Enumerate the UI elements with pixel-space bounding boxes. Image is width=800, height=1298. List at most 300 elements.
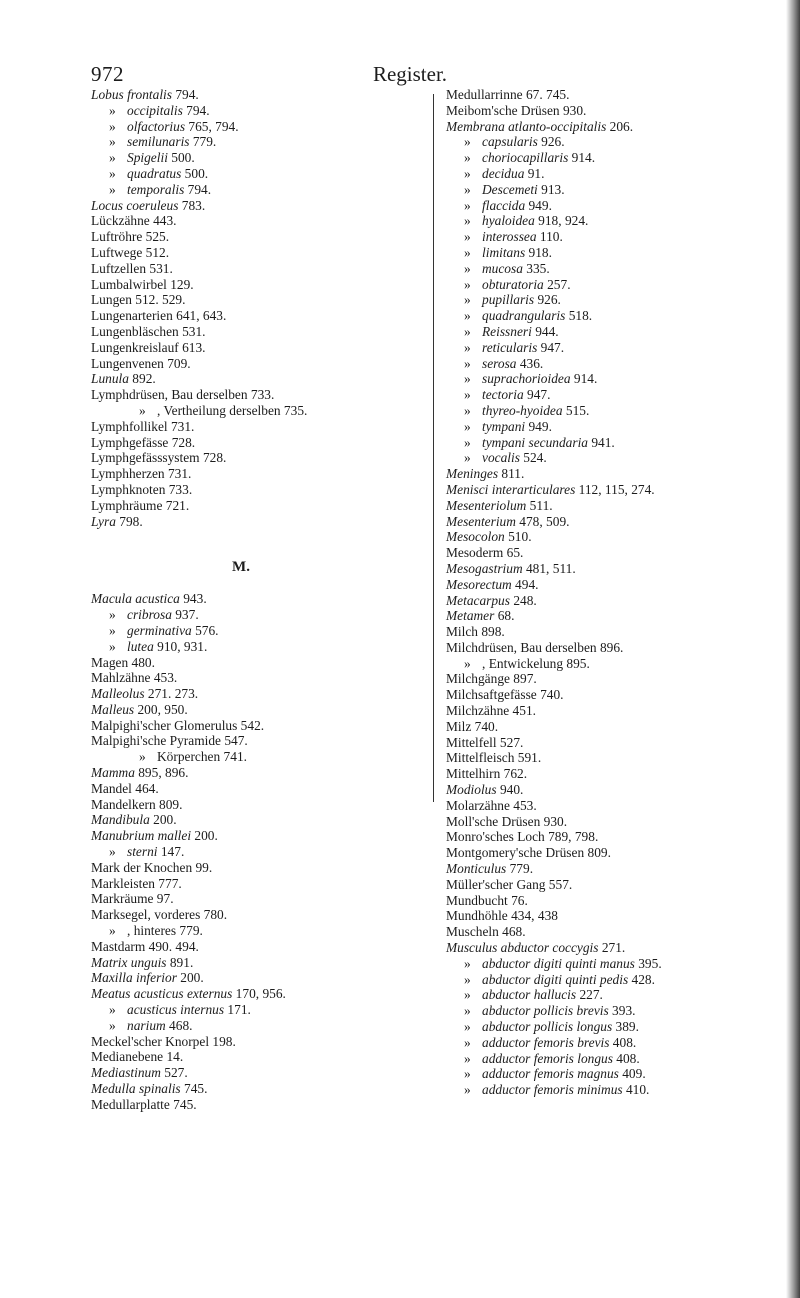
index-column-left [91,87,421,1113]
index-entry [446,324,776,340]
entry-term: abductor pollicis brevis [482,1003,609,1019]
entry-term: Modiolus [446,782,497,798]
entry-term: Manubrium mallei [91,828,192,844]
entry-text: 913. [537,181,565,197]
entry-term: semilunaris [127,134,190,150]
index-entry [91,655,421,671]
entry-text: 779. [189,134,217,150]
entry-term: Menisci interarticulares [446,481,576,497]
index-entry [91,419,421,435]
index-entry [446,624,776,640]
page-number: 972 [91,62,124,86]
ditto-mark: » [464,434,471,450]
entry-text: Marksegel, vorderes 780. [91,907,228,923]
entry-term: Mediastinum [91,1065,161,1081]
entry-text: 943. [179,591,207,607]
entry-term: pupillaris [482,292,535,308]
entry-text: Lymphräume 721. [91,497,190,513]
ditto-mark: » [464,1050,471,1066]
entry-text: 200, 950. [134,701,188,717]
entry-text: 478, 509. [515,513,570,529]
index-entry [446,782,776,798]
entry-term: Meatus acusticus externus [91,986,233,1002]
index-entry [91,797,421,813]
index-entry [446,435,776,451]
ditto-mark: » [464,387,471,403]
entry-text: 745. [180,1081,208,1097]
index-entry [446,182,776,198]
entry-text: 494. [511,576,539,592]
entry-text: 110. [536,229,563,245]
index-entry [446,908,776,924]
entry-term: choriocapillaris [482,150,569,166]
entry-text: 335. [522,260,550,276]
ditto-mark: » [464,244,471,260]
ditto-mark: » [109,923,116,939]
entry-text: Müller'scher Gang 557. [446,876,573,892]
entry-text: Molarzähne 453. [446,797,537,813]
entry-text: 389. [612,1019,639,1035]
ditto-mark: » [464,292,471,308]
ditto-mark: » [464,197,471,213]
entry-text: 949. [525,418,552,434]
index-entry [446,845,776,861]
index-entry [446,829,776,845]
entry-term: adductor femoris magnus [482,1066,619,1082]
ditto-mark: » [109,1002,116,1018]
index-entry [91,970,421,986]
index-entry [446,150,776,166]
index-entry [91,119,421,135]
index-entry [91,229,421,245]
entry-text: 395. [634,955,662,971]
page-edge-shadow [786,0,800,1298]
index-entry [91,828,421,844]
index-entry [446,198,776,214]
index-entry [91,103,421,119]
entry-term: Lobus frontalis [91,87,172,102]
ditto-mark: » [109,844,116,860]
entry-term: abductor digiti quinti pedis [482,971,629,987]
index-entry [446,719,776,735]
ditto-mark: » [109,102,116,118]
entry-text: 918, 924. [534,213,589,229]
ditto-mark: » [464,323,471,339]
index-entry [446,1019,776,1035]
index-entry [91,623,421,639]
index-entry [446,119,776,135]
index-entry [446,687,776,703]
index-entry [446,735,776,751]
entry-text: Mandel 464. [91,780,159,796]
entry-text: 91. [524,165,545,181]
index-entry [446,498,776,514]
index-entry [91,1018,421,1034]
section-letter: M. [232,559,250,576]
entry-term: abductor pollicis longus [482,1019,613,1035]
entry-term: tympani [482,418,526,434]
index-entry [446,1035,776,1051]
ditto-mark: » [109,165,116,181]
index-entry [446,134,776,150]
ditto-mark: » [464,371,471,387]
index-entry [446,1082,776,1098]
entry-term: Mesocolon [446,529,505,545]
entry-term: Locus coeruleus [91,197,179,213]
entry-text: 68. [494,608,515,624]
entry-text: 794. [182,102,210,118]
ditto-mark: » [464,1034,471,1050]
ditto-mark: » [464,955,471,971]
index-entry [91,292,421,308]
index-entry [446,466,776,482]
index-entry [91,733,421,749]
index-entry [446,1051,776,1067]
entry-text: 926. [534,292,561,308]
entry-text: Mahlzähne 453. [91,670,178,686]
index-entry [446,561,776,577]
entry-text: 468. [165,1017,193,1033]
entry-term: occipitalis [127,102,183,118]
entry-text: 892. [128,371,156,387]
entry-term: adductor femoris brevis [482,1034,610,1050]
index-entry [446,1003,776,1019]
entry-text: Milz 740. [446,718,499,734]
index-entry [446,814,776,830]
index-entry [446,87,776,103]
entry-text: 940. [496,782,524,798]
entry-text: 947. [523,387,551,403]
ditto-mark: » [464,450,471,466]
index-entry [91,1065,421,1081]
entry-text: 527. [160,1065,188,1081]
index-entry [91,198,421,214]
entry-text: 515. [562,402,590,418]
entry-text: 170, 956. [232,986,286,1002]
entry-term: decidua [482,165,525,181]
entry-text: 147. [157,844,185,860]
entry-text: 914. [570,371,598,387]
entry-term: Mesenterium [446,513,516,529]
index-entry [446,1066,776,1082]
entry-text: Mandelkern 809. [91,796,183,812]
index-entry [446,545,776,561]
entry-term: Monticulus [446,861,507,877]
index-entry [91,371,421,387]
index-entry [91,435,421,451]
entry-text: 914. [568,150,596,166]
entry-text: Mundhöhle 434, 438 [446,908,558,924]
entry-text: Milchgänge 897. [446,671,537,687]
entry-text: Lungenarterien 641, 643. [91,308,227,324]
entry-text: 518. [565,308,593,324]
entry-text: 891. [166,954,194,970]
index-column-right [446,87,776,1098]
entry-text: 576. [191,622,219,638]
entry-text: 257. [543,276,571,292]
index-entry [91,907,421,923]
index-entry [91,1002,421,1018]
entry-term: tectoria [482,387,524,403]
index-entry [446,640,776,656]
index-entry [446,593,776,609]
index-entry [446,798,776,814]
entry-text: Lymphgefässsystem 728. [91,450,227,466]
entry-text: Markleisten 777. [91,875,182,891]
entry-text: Montgomery'sche Drüsen 809. [446,845,611,861]
index-entry [91,607,421,623]
entry-text: 949. [525,197,552,213]
index-entry [91,356,421,372]
entry-text: 895, 896. [134,765,189,781]
index-entry [91,876,421,892]
index-entry [91,150,421,166]
entry-text: 765, 794. [185,118,239,134]
entry-term: vocalis [482,450,520,466]
index-entry [446,403,776,419]
index-entry [91,1097,421,1113]
ditto-mark: » [109,181,116,197]
ditto-mark: » [464,402,471,418]
entry-text: Lungen 512. 529. [91,292,186,308]
index-entry [446,766,776,782]
entry-term: mucosa [482,260,523,276]
index-entry [446,956,776,972]
entry-text: 393. [608,1003,636,1019]
entry-term: limitans [482,244,526,260]
entry-term: adductor femoris longus [482,1050,613,1066]
index-entry [446,924,776,940]
ditto-mark: » [464,1003,471,1019]
entry-text: 947. [537,339,565,355]
index-entry [446,292,776,308]
entry-term: Metacarpus [446,592,510,608]
entry-text: Lymphherzen 731. [91,466,192,482]
entry-text: 408. [612,1050,640,1066]
index-entry [446,229,776,245]
entry-text: Mundbucht 76. [446,892,528,908]
entry-term: Matrix unguis [91,954,167,970]
entry-text: 271. 273. [144,686,199,702]
ditto-mark: » [464,276,471,292]
entry-term: suprachorioidea [482,371,571,387]
entry-text: Mittelfell 527. [446,734,524,750]
index-entry [91,261,421,277]
index-entry [91,182,421,198]
entry-term: Reissneri [482,323,532,339]
entry-term: narium [127,1017,166,1033]
entry-text: 779. [506,861,534,877]
entry-text: Lymphdrüsen, Bau derselben 733. [91,387,275,403]
entry-text: 481, 511. [522,560,576,576]
entry-term: Lyra [91,513,116,529]
entry-text: 410. [622,1082,650,1098]
index-entry [91,514,421,530]
entry-term: Mesogastrium [446,560,523,576]
ditto-mark: » [464,418,471,434]
entry-term: Meninges [446,466,499,482]
index-entry [446,703,776,719]
index-entry [446,482,776,498]
entry-text: 206. [606,118,634,134]
entry-term: Medulla spinalis [91,1081,181,1097]
entry-term: Descemeti [482,181,538,197]
entry-text: Lungenbläschen 531. [91,323,206,339]
entry-text: 794. [184,181,212,197]
index-entry [446,277,776,293]
entry-term: hyaloidea [482,213,535,229]
column-divider [433,94,434,802]
entry-term: Mesorectum [446,576,512,592]
entry-text: Mittelfleisch 591. [446,750,542,766]
entry-text: Luftzellen 531. [91,260,173,276]
index-entry [446,529,776,545]
index-entry [91,324,421,340]
entry-text: 500. [167,150,195,166]
index-entry [446,387,776,403]
index-entry [91,340,421,356]
entry-text: Medullarplatte 745. [91,1096,197,1112]
ditto-mark: » [464,971,471,987]
index-entry [446,877,776,893]
index-entry [446,245,776,261]
index-entry [91,812,421,828]
entry-term: Maxilla inferior [91,970,177,986]
ditto-mark: » [109,150,116,166]
entry-term: thyreo-hyoidea [482,402,563,418]
ditto-mark: » [109,622,116,638]
entry-text: 271. [598,940,626,956]
entry-text: , Entwickelung 895. [482,655,590,671]
index-entry [446,356,776,372]
index-entry [446,987,776,1003]
index-entry [91,749,421,765]
index-entry [446,671,776,687]
entry-text: Meckel'scher Knorpel 198. [91,1033,236,1049]
entry-text: Körperchen 741. [157,749,247,765]
ditto-mark: » [464,655,471,671]
entry-text: 811. [498,466,525,482]
index-entry [446,608,776,624]
index-entry [91,134,421,150]
entry-text: Luftwege 512. [91,244,170,260]
entry-term: abductor digiti quinti manus [482,955,635,971]
index-entry [91,277,421,293]
entry-term: Musculus abductor coccygis [446,940,599,956]
index-entry [446,340,776,356]
index-entry [91,1081,421,1097]
entry-text: Medullarrinne 67. 745. [446,87,570,102]
entry-text: Monro'sches Loch 789, 798. [446,829,599,845]
index-entry [91,403,421,419]
entry-text: 926. [537,134,565,150]
running-title: Register. [372,62,448,86]
entry-text: 112, 115, 274. [575,481,655,497]
entry-text: 428. [628,971,655,987]
entry-text: 200. [176,970,204,986]
ditto-mark: » [109,638,116,654]
index-entry [446,213,776,229]
entry-term: Macula acustica [91,591,180,607]
entry-text: Lumbalwirbel 129. [91,276,194,292]
entry-text: 408. [609,1034,637,1050]
ditto-mark: » [109,1017,116,1033]
entry-text: 248. [509,592,537,608]
entry-text: Lückzähne 443. [91,213,177,229]
entry-term: temporalis [127,181,185,197]
entry-text: Lymphfollikel 731. [91,418,195,434]
index-entry [446,940,776,956]
entry-term: reticularis [482,339,538,355]
entry-term: lutea [127,638,154,654]
entry-text: Luftröhre 525. [91,229,170,245]
index-entry [446,514,776,530]
ditto-mark: » [464,181,471,197]
index-entry [91,891,421,907]
entry-term: Malleolus [91,686,145,702]
index-entry [91,1049,421,1065]
entry-text: Medianebene 14. [91,1049,184,1065]
index-entry [91,387,421,403]
entry-term: capsularis [482,134,538,150]
index-entry [91,213,421,229]
entry-term: obturatoria [482,276,544,292]
index-entry [91,986,421,1002]
index-entry [91,166,421,182]
entry-term: Mamma [91,765,135,781]
entry-text: Markräume 97. [91,891,174,907]
entry-term: olfactorius [127,118,186,134]
ditto-mark: » [464,165,471,181]
entry-text: 500. [181,165,209,181]
index-entry [446,972,776,988]
entry-text: Lymphknoten 733. [91,481,193,497]
entry-text: Mark der Knochen 99. [91,859,213,875]
entry-text: , Vertheilung derselben 735. [157,402,308,418]
index-entry [91,955,421,971]
ditto-mark: » [139,749,146,765]
index-entry [446,577,776,593]
ditto-mark: » [464,260,471,276]
index-entry [91,245,421,261]
entry-text: Lymphgefässe 728. [91,434,196,450]
ditto-mark: » [464,987,471,1003]
entry-text: 171. [224,1002,251,1018]
entry-text: 918. [525,244,552,260]
index-entry [446,308,776,324]
index-entry [446,656,776,672]
entry-text: 794. [171,87,199,102]
entry-text: 510. [504,529,532,545]
entry-term: Mandibula [91,812,150,828]
entry-text: Moll'sche Drüsen 930. [446,813,568,829]
index-entry [446,371,776,387]
ditto-mark: » [109,134,116,150]
index-entry [446,103,776,119]
ditto-mark: » [464,339,471,355]
entry-term: quadrangularis [482,308,566,324]
entry-term: flaccida [482,197,526,213]
ditto-mark: » [109,607,116,623]
ditto-mark: » [464,213,471,229]
entry-text: Milchsaftgefässe 740. [446,687,564,703]
ditto-mark: » [464,308,471,324]
ditto-mark: » [464,229,471,245]
entry-text: Malpighi'scher Glomerulus 542. [91,717,265,733]
index-entry [446,261,776,277]
index-entry [446,750,776,766]
index-entry [91,718,421,734]
